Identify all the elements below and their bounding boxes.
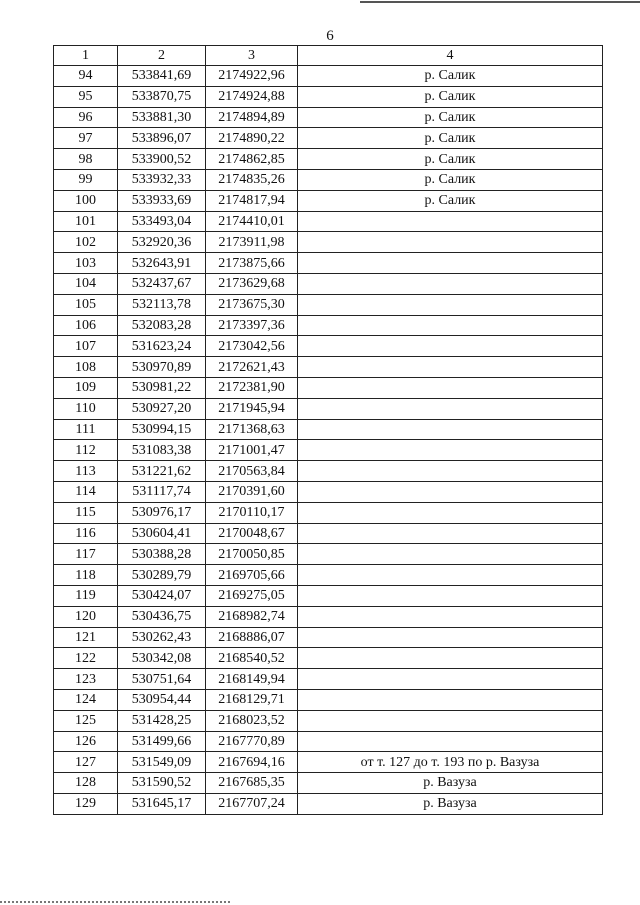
coord-y-cell: 2168149,94 <box>206 669 298 690</box>
description-cell <box>298 377 603 398</box>
point-number-cell: 96 <box>54 107 118 128</box>
point-number-cell: 118 <box>54 565 118 586</box>
coord-x-cell: 531623,24 <box>118 336 206 357</box>
point-number-cell: 122 <box>54 648 118 669</box>
description-cell: от т. 127 до т. 193 по р. Вазуза <box>298 752 603 773</box>
coord-x-cell: 530342,08 <box>118 648 206 669</box>
coord-y-cell: 2169275,05 <box>206 585 298 606</box>
description-cell <box>298 419 603 440</box>
table-row <box>54 86 603 107</box>
coord-x-cell: 533493,04 <box>118 211 206 232</box>
coord-x-cell: 531221,62 <box>118 461 206 482</box>
point-number-cell: 95 <box>54 86 118 107</box>
coord-x-cell: 532437,67 <box>118 273 206 294</box>
column-header-4: 4 <box>298 46 603 66</box>
description-cell <box>298 315 603 336</box>
table-row <box>54 669 603 690</box>
coord-x-cell: 533870,75 <box>118 86 206 107</box>
coord-x-cell: 532643,91 <box>118 253 206 274</box>
description-cell <box>298 606 603 627</box>
coord-y-cell: 2173675,30 <box>206 294 298 315</box>
page-number: 6 <box>326 28 334 44</box>
point-number-cell: 97 <box>54 128 118 149</box>
coord-y-cell: 2167707,24 <box>206 793 298 814</box>
scan-edge-line-bottom <box>0 901 230 903</box>
table-row <box>54 481 603 502</box>
description-cell <box>298 502 603 523</box>
table-row <box>54 710 603 731</box>
point-number-cell: 129 <box>54 793 118 814</box>
coord-x-cell: 533933,69 <box>118 190 206 211</box>
description-cell <box>298 336 603 357</box>
column-header-3: 3 <box>206 46 298 66</box>
point-number-cell: 112 <box>54 440 118 461</box>
scan-edge-line-top <box>360 1 640 3</box>
coord-y-cell: 2167694,16 <box>206 752 298 773</box>
table-row <box>54 357 603 378</box>
coord-y-cell: 2173629,68 <box>206 273 298 294</box>
point-number-cell: 120 <box>54 606 118 627</box>
coord-x-cell: 533841,69 <box>118 66 206 87</box>
coord-y-cell: 2167770,89 <box>206 731 298 752</box>
point-number-cell: 105 <box>54 294 118 315</box>
point-number-cell: 127 <box>54 752 118 773</box>
point-number-cell: 102 <box>54 232 118 253</box>
table-row <box>54 107 603 128</box>
table-row <box>54 773 603 794</box>
table-row <box>54 544 603 565</box>
table-row <box>54 253 603 274</box>
point-number-cell: 104 <box>54 273 118 294</box>
table-row <box>54 752 603 773</box>
point-number-cell: 107 <box>54 336 118 357</box>
coord-y-cell: 2169705,66 <box>206 565 298 586</box>
coord-y-cell: 2170048,67 <box>206 523 298 544</box>
description-cell <box>298 440 603 461</box>
description-cell: р. Салик <box>298 107 603 128</box>
coord-x-cell: 532920,36 <box>118 232 206 253</box>
coord-x-cell: 530927,20 <box>118 398 206 419</box>
coord-y-cell: 2174835,26 <box>206 169 298 190</box>
table-row <box>54 273 603 294</box>
coord-y-cell: 2170050,85 <box>206 544 298 565</box>
coord-x-cell: 533932,33 <box>118 169 206 190</box>
point-number-cell: 115 <box>54 502 118 523</box>
point-number-cell: 98 <box>54 149 118 170</box>
coord-x-cell: 532083,28 <box>118 315 206 336</box>
table-row <box>54 648 603 669</box>
coord-x-cell: 530604,41 <box>118 523 206 544</box>
description-cell <box>298 731 603 752</box>
table-row <box>54 190 603 211</box>
table-row <box>54 585 603 606</box>
coord-x-cell: 530994,15 <box>118 419 206 440</box>
coordinates-table <box>53 45 603 815</box>
description-cell <box>298 253 603 274</box>
coord-x-cell: 533881,30 <box>118 107 206 128</box>
coord-y-cell: 2170563,84 <box>206 461 298 482</box>
table-row <box>54 169 603 190</box>
coord-x-cell: 531645,17 <box>118 793 206 814</box>
coord-x-cell: 530976,17 <box>118 502 206 523</box>
point-number-cell: 119 <box>54 585 118 606</box>
coord-y-cell: 2174924,88 <box>206 86 298 107</box>
point-number-cell: 109 <box>54 377 118 398</box>
table-row <box>54 128 603 149</box>
coord-y-cell: 2174817,94 <box>206 190 298 211</box>
description-cell <box>298 481 603 502</box>
coord-y-cell: 2168129,71 <box>206 689 298 710</box>
description-cell: р. Салик <box>298 149 603 170</box>
coord-x-cell: 530424,07 <box>118 585 206 606</box>
description-cell <box>298 294 603 315</box>
description-cell: р. Салик <box>298 66 603 87</box>
point-number-cell: 100 <box>54 190 118 211</box>
point-number-cell: 117 <box>54 544 118 565</box>
coord-x-cell: 531549,09 <box>118 752 206 773</box>
table-row <box>54 689 603 710</box>
table-body <box>54 66 603 815</box>
description-cell <box>298 627 603 648</box>
table-row <box>54 793 603 814</box>
coord-x-cell: 533900,52 <box>118 149 206 170</box>
coord-y-cell: 2168886,07 <box>206 627 298 648</box>
coord-x-cell: 530289,79 <box>118 565 206 586</box>
point-number-cell: 101 <box>54 211 118 232</box>
coord-y-cell: 2172381,90 <box>206 377 298 398</box>
coord-x-cell: 530970,89 <box>118 357 206 378</box>
point-number-cell: 121 <box>54 627 118 648</box>
coord-y-cell: 2168540,52 <box>206 648 298 669</box>
table-row <box>54 523 603 544</box>
description-cell <box>298 523 603 544</box>
point-number-cell: 106 <box>54 315 118 336</box>
coord-y-cell: 2168023,52 <box>206 710 298 731</box>
column-header-2: 2 <box>118 46 206 66</box>
description-cell: р. Салик <box>298 86 603 107</box>
coord-x-cell: 532113,78 <box>118 294 206 315</box>
coord-x-cell: 531083,38 <box>118 440 206 461</box>
point-number-cell: 108 <box>54 357 118 378</box>
table-row <box>54 66 603 87</box>
coord-x-cell: 530388,28 <box>118 544 206 565</box>
point-number-cell: 114 <box>54 481 118 502</box>
coord-y-cell: 2174922,96 <box>206 66 298 87</box>
description-cell <box>298 565 603 586</box>
point-number-cell: 99 <box>54 169 118 190</box>
coord-y-cell: 2173042,56 <box>206 336 298 357</box>
coord-y-cell: 2170110,17 <box>206 502 298 523</box>
point-number-cell: 111 <box>54 419 118 440</box>
table-row <box>54 211 603 232</box>
point-number-cell: 128 <box>54 773 118 794</box>
description-cell <box>298 544 603 565</box>
description-cell: р. Салик <box>298 190 603 211</box>
table-row <box>54 149 603 170</box>
description-cell <box>298 211 603 232</box>
coord-y-cell: 2171001,47 <box>206 440 298 461</box>
coord-y-cell: 2174862,85 <box>206 149 298 170</box>
table-row <box>54 731 603 752</box>
column-header-1: 1 <box>54 46 118 66</box>
table-row <box>54 565 603 586</box>
table-row <box>54 461 603 482</box>
coord-x-cell: 531499,66 <box>118 731 206 752</box>
table-row <box>54 294 603 315</box>
coord-x-cell: 531590,52 <box>118 773 206 794</box>
coord-y-cell: 2170391,60 <box>206 481 298 502</box>
table-row <box>54 398 603 419</box>
table-row <box>54 419 603 440</box>
table-row <box>54 336 603 357</box>
coord-y-cell: 2174890,22 <box>206 128 298 149</box>
point-number-cell: 125 <box>54 710 118 731</box>
table-row <box>54 606 603 627</box>
table-row <box>54 232 603 253</box>
description-cell <box>298 689 603 710</box>
table-row <box>54 440 603 461</box>
coord-y-cell: 2173911,98 <box>206 232 298 253</box>
coord-y-cell: 2173875,66 <box>206 253 298 274</box>
coord-x-cell: 531428,25 <box>118 710 206 731</box>
table-row <box>54 315 603 336</box>
description-cell: р. Салик <box>298 169 603 190</box>
coord-y-cell: 2168982,74 <box>206 606 298 627</box>
coord-y-cell: 2171368,63 <box>206 419 298 440</box>
coord-x-cell: 530981,22 <box>118 377 206 398</box>
table-row <box>54 377 603 398</box>
description-cell <box>298 461 603 482</box>
description-cell: р. Вазуза <box>298 773 603 794</box>
coord-x-cell: 531117,74 <box>118 481 206 502</box>
coord-y-cell: 2174410,01 <box>206 211 298 232</box>
point-number-cell: 116 <box>54 523 118 544</box>
point-number-cell: 94 <box>54 66 118 87</box>
description-cell <box>298 669 603 690</box>
coord-y-cell: 2174894,89 <box>206 107 298 128</box>
coord-y-cell: 2167685,35 <box>206 773 298 794</box>
description-cell: р. Салик <box>298 128 603 149</box>
table-row <box>54 627 603 648</box>
coord-x-cell: 530436,75 <box>118 606 206 627</box>
description-cell <box>298 585 603 606</box>
description-cell <box>298 710 603 731</box>
description-cell <box>298 273 603 294</box>
point-number-cell: 110 <box>54 398 118 419</box>
point-number-cell: 103 <box>54 253 118 274</box>
coord-y-cell: 2173397,36 <box>206 315 298 336</box>
point-number-cell: 123 <box>54 669 118 690</box>
description-cell <box>298 648 603 669</box>
description-cell <box>298 232 603 253</box>
coord-x-cell: 530262,43 <box>118 627 206 648</box>
description-cell: р. Вазуза <box>298 793 603 814</box>
point-number-cell: 113 <box>54 461 118 482</box>
point-number-cell: 126 <box>54 731 118 752</box>
coord-x-cell: 533896,07 <box>118 128 206 149</box>
coord-y-cell: 2172621,43 <box>206 357 298 378</box>
table-row <box>54 502 603 523</box>
point-number-cell: 124 <box>54 689 118 710</box>
table-header-row <box>54 46 603 66</box>
description-cell <box>298 357 603 378</box>
description-cell <box>298 398 603 419</box>
coord-y-cell: 2171945,94 <box>206 398 298 419</box>
coord-x-cell: 530954,44 <box>118 689 206 710</box>
coord-x-cell: 530751,64 <box>118 669 206 690</box>
